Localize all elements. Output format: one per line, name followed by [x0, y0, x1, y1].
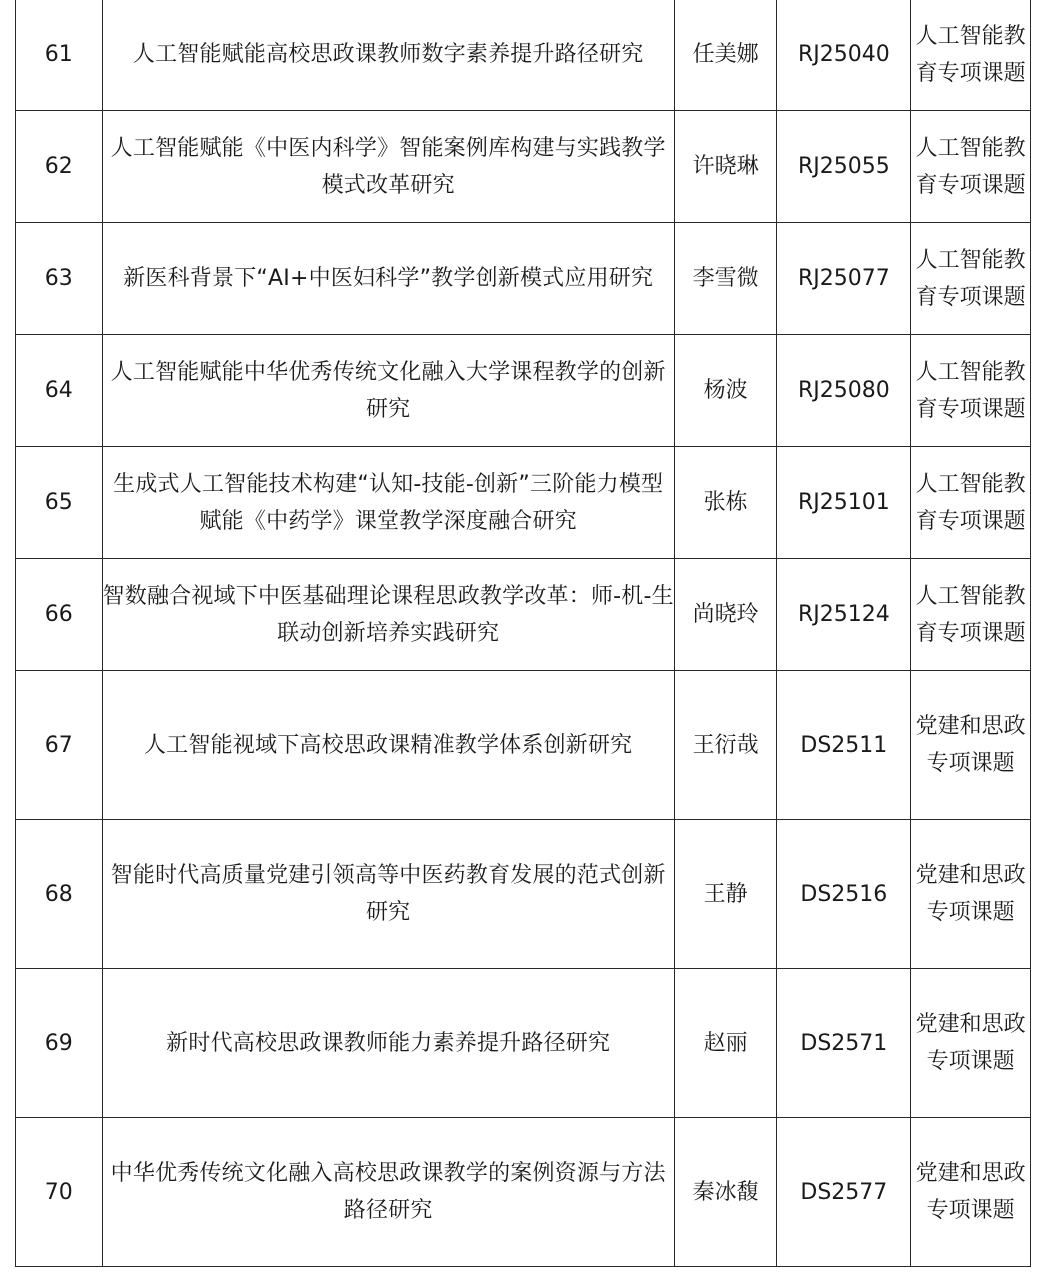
project-category — [911, 335, 1031, 447]
principal-name: 王静 — [674, 820, 777, 969]
principal-name: 王衍哉 — [674, 671, 777, 820]
project-category — [911, 820, 1031, 969]
project-category — [911, 223, 1031, 335]
project-title-text: 中华优秀传统文化融入高校思政课教学的案例资源与方法路径研究 — [110, 1161, 666, 1223]
project-category-text: 人工智能教育专项课题 — [915, 247, 1026, 310]
row-number: 61 — [16, 0, 103, 111]
project-title — [102, 111, 674, 223]
project-code: RJ25080 — [777, 335, 911, 447]
row-number: 68 — [16, 820, 103, 969]
principal-name: 尚晓玲 — [674, 559, 777, 671]
table-row — [16, 559, 1031, 671]
project-category-text: 党建和思政专项课题 — [915, 863, 1026, 925]
project-title-text: 人工智能赋能中华优秀传统文化融入大学课程教学的创新研究 — [110, 359, 666, 422]
table-row — [16, 223, 1031, 335]
project-title-text: 新时代高校思政课教师能力素养提升路径研究 — [166, 1030, 611, 1056]
row-number: 66 — [16, 559, 103, 671]
project-title-text: 智能时代高质量党建引领高等中医药教育发展的范式创新研究 — [110, 863, 666, 925]
project-title — [102, 1118, 674, 1267]
table-row — [16, 820, 1031, 969]
project-code: RJ25101 — [777, 447, 911, 559]
principal-name: 杨波 — [674, 335, 777, 447]
principal-name: 许晓琳 — [674, 111, 777, 223]
project-category-text: 人工智能教育专项课题 — [915, 583, 1026, 646]
project-category — [911, 671, 1031, 820]
principal-name: 李雪微 — [674, 223, 777, 335]
project-title-text: 人工智能视域下高校思政课精准教学体系创新研究 — [143, 732, 633, 758]
table-row — [16, 1118, 1031, 1267]
project-category-text: 人工智能教育专项课题 — [915, 135, 1026, 198]
project-table — [15, 0, 1031, 1267]
project-category — [911, 0, 1031, 111]
project-code: RJ25124 — [777, 559, 911, 671]
row-number: 64 — [16, 335, 103, 447]
row-number: 67 — [16, 671, 103, 820]
project-title-text: 生成式人工智能技术构建“认知-技能-创新”三阶能力模型赋能《中药学》课堂教学深度融合研究 — [113, 471, 664, 534]
project-title-text: 智数融合视域下中医基础理论课程思政教学改革：师-机-生联动创新培养实践研究 — [102, 583, 674, 646]
project-title — [102, 223, 674, 335]
table-row — [16, 111, 1031, 223]
project-category-text: 党建和思政专项课题 — [915, 714, 1026, 776]
project-title — [102, 447, 674, 559]
project-category — [911, 1118, 1031, 1267]
table-row — [16, 671, 1031, 820]
project-category-text: 党建和思政专项课题 — [915, 1012, 1026, 1074]
project-title — [102, 559, 674, 671]
project-category-text: 人工智能教育专项课题 — [915, 471, 1026, 534]
project-category — [911, 559, 1031, 671]
project-title — [102, 671, 674, 820]
project-category-text: 人工智能教育专项课题 — [915, 23, 1026, 86]
project-category — [911, 447, 1031, 559]
project-category — [911, 969, 1031, 1118]
project-category — [911, 111, 1031, 223]
table-row — [16, 0, 1031, 111]
principal-name: 秦冰馥 — [674, 1118, 777, 1267]
project-title — [102, 820, 674, 969]
principal-name: 赵丽 — [674, 969, 777, 1118]
project-code: DS2511 — [777, 671, 911, 820]
table-row — [16, 335, 1031, 447]
project-category-text: 人工智能教育专项课题 — [915, 359, 1026, 422]
project-title-text: 人工智能赋能高校思政课教师数字素养提升路径研究 — [132, 42, 644, 67]
project-title — [102, 0, 674, 111]
project-code: RJ25077 — [777, 223, 911, 335]
table-row — [16, 447, 1031, 559]
principal-name: 张栋 — [674, 447, 777, 559]
row-number: 63 — [16, 223, 103, 335]
project-category-text: 党建和思政专项课题 — [915, 1161, 1026, 1223]
project-code: RJ25055 — [777, 111, 911, 223]
project-title — [102, 335, 674, 447]
row-number: 69 — [16, 969, 103, 1118]
project-title — [102, 969, 674, 1118]
table-row — [16, 969, 1031, 1118]
project-code: DS2516 — [777, 820, 911, 969]
row-number: 70 — [16, 1118, 103, 1267]
row-number: 62 — [16, 111, 103, 223]
project-code: RJ25040 — [777, 0, 911, 111]
project-code: DS2571 — [777, 969, 911, 1118]
principal-name: 任美娜 — [674, 0, 777, 111]
project-code: DS2577 — [777, 1118, 911, 1267]
row-number: 65 — [16, 447, 103, 559]
project-title-text: 新医科背景下“AI+中医妇科学”教学创新模式应用研究 — [123, 266, 654, 291]
project-title-text: 人工智能赋能《中医内科学》智能案例库构建与实践教学模式改革研究 — [110, 135, 666, 198]
